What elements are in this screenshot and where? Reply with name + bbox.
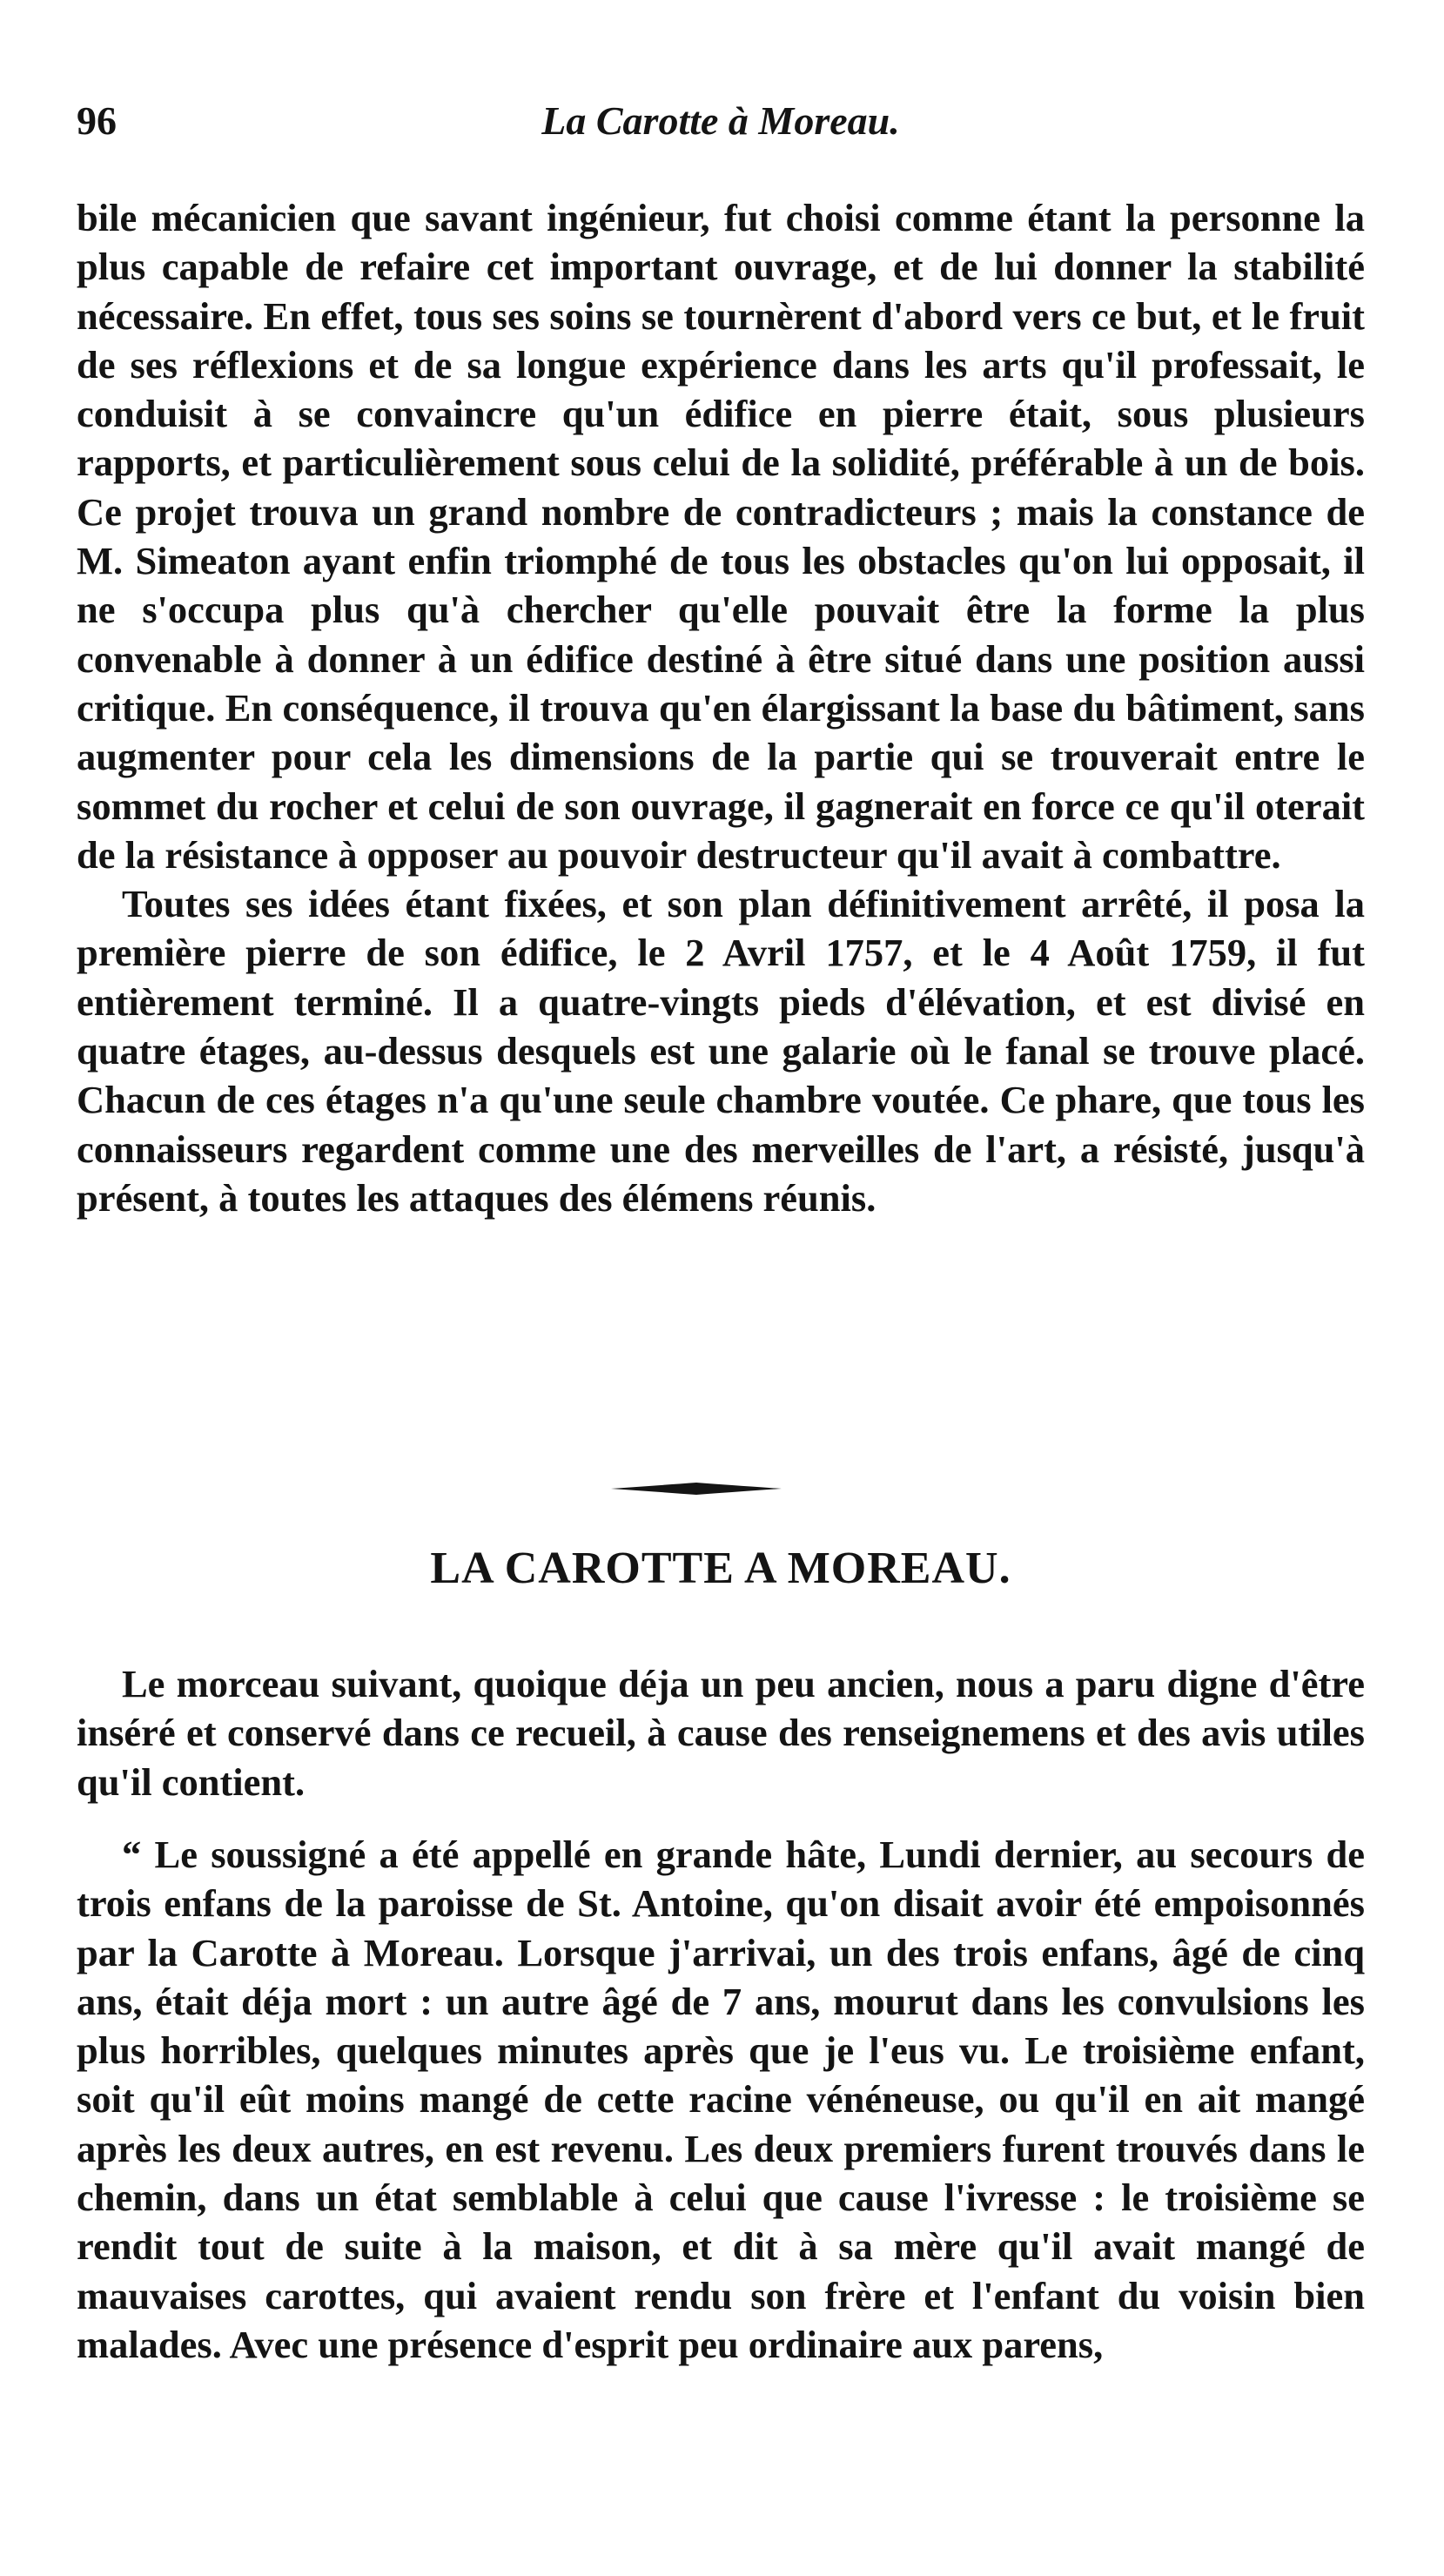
section-heading: LA CAROTTE A MOREAU. [430,1544,1011,1593]
paragraph: “ Le soussigné a été appellé en grande hâte, Lundi dernier, au secours de trois enfans de la paroisse de St. Antoine, qu'on disait avoir été empoisonnés par la Carotte à Moreau. Lorsque j'arrivai, un des trois enfans, âgé de cinq ans, était déja mort : un autre âgé de 7 ans, mourut dans les convulsions les plus horribles, quelques minutes après que je l'eus vu. Le troisième enfant, soit qu'il eût moins mangé de cette racine vénéneuse, ou qu'il en ait mangé après les deux autres, en est revenu. Les deux premiers furent trouvés dans le chemin, dans un état semblable à celui que cause l'ivresse : le troisième se rendit tout de suite à la maison, et dit à sa mère qu'il avait mangé de mauvaises carottes, qui avaient rendu son frère et l'enfant du voisin bien malades. Avec une présence d'esprit peu ordinaire aux parens, [77,1833,1365,2366]
paragraph: Toutes ses idées étant fixées, et son plan définitivement arrêté, il posa la première pierre de son édifice, le 2 Avril 1757, et le 4 Août 1759, il fut entièrement terminé. Il a quatre-vingts pieds d'élévation, et est divisé en quatre étages, au-dessus desquels est une galarie où le fanal se trouve placé. Chacun de ces étages n'a qu'une seule chambre voutée. Ce phare, que tous les connaisseurs regardent comme une des merveilles de l'art, a résisté, jusqu'à présent, à toutes les attaques des élémens réunis. [77,882,1365,1220]
ornament-rule [609,1480,783,1497]
article-lighthouse-text [77,193,1365,1222]
running-head [77,98,1365,150]
paragraph: Le morceau suivant, quoique déja un peu ancien, nous a paru digne d'être inséré et conservé dans ce recueil, à cause des renseignemens et des avis utiles qu'il contient. [77,1662,1365,1804]
article-quote-text [77,1830,1365,2369]
article-intro-text [77,1659,1365,1806]
paragraph: bile mécanicien que savant ingénieur, fut choisi comme étant la personne la plus capable de refaire cet important ouvrage, et de lui donner la stabilité nécessaire. En effet, tous ses soins se tournèrent d'abord vers ce but, et le fruit de ses réflexions et de sa longue expérience dans les arts qu'il professait, le conduisit à se convaincre qu'un édifice en pierre était, sous plusieurs rapports, et particulièrement sous celui de la solidité, préférable à un de bois. Ce projet trouva un grand nombre de contradicteurs ; mais la constance de M. Simeaton ayant enfin triomphé de tous les obstacles qu'on lui opposait, il ne s'occupa plus qu'à chercher qu'elle pouvait être la forme la plus convenable à donner à un édifice destiné à être situé dans une position aussi critique. En conséquence, il trouva qu'en élargissant la base du bâtiment, sans augmenter pour cela les dimensions de la partie qui se trouverait entre le sommet du rocher et celui de son ouvrage, il gagnerait en force ce qu'il oterait de la résistance à opposer au pouvoir destructeur qu'il avait à combattre. [77,196,1365,877]
page-number: 96 [77,98,117,143]
running-title: La Carotte à Moreau. [541,98,900,143]
